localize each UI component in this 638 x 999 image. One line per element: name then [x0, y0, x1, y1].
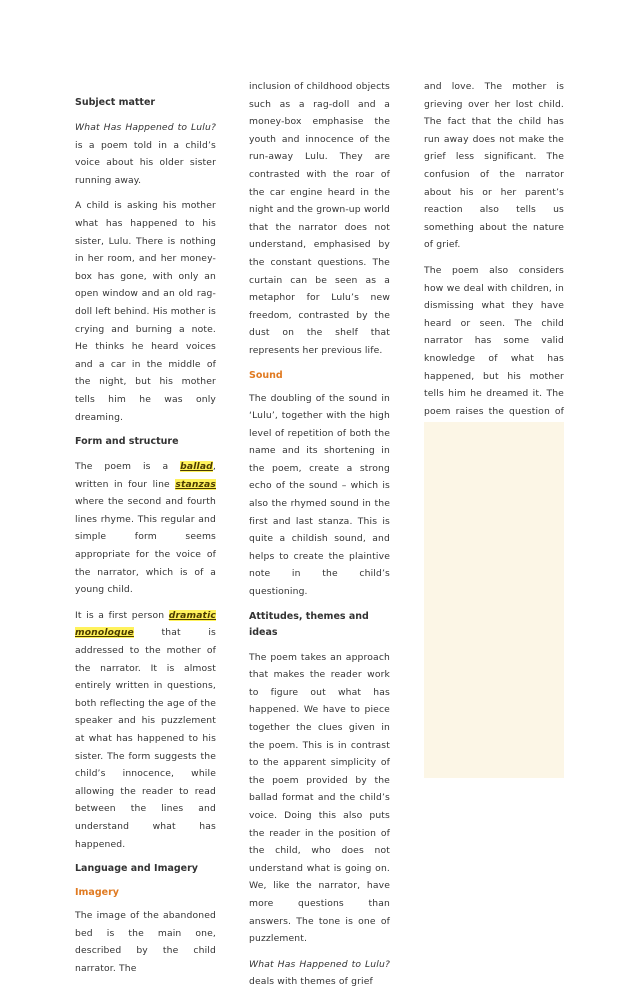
paragraph: [75, 119, 216, 189]
text: It is a first person: [75, 609, 169, 621]
paragraph: A child is asking his mother what has happened to his sister, Lulu. There is nothing in her room, and her money-box has gone, with only an open window and an old rag-doll left behind. His mother is crying and burning a note. He thinks he heard voices and a car in the middle of the night, but his mother tells him he was only dreaming.: [75, 200, 216, 423]
paragraph: [75, 607, 216, 853]
paragraph: The poem takes an approach that makes the reader work to figure out what has happened. We have to piece together the clues given in the poem. This is in contrast to the apparent simplicity of the poem provided by the ballad format and the child’s voice. Doing this also puts the reader in the position of the child, who does not understand what is going on. We, like the narrator, have more questions than answers. The tone is one of puzzlement.: [249, 651, 390, 945]
heading-subject-matter: Subject matter: [75, 97, 156, 108]
paragraph: and love. The mother is grieving over her lost child. The fact that the child has run away does not make the grief less significant. The confusion of the narrator about his or her parent’s reaction also tells us something about the nature of grief.: [424, 81, 564, 251]
text: is a poem told in a child’s voice about his older sister running away.: [75, 139, 216, 186]
text: The poem is a: [75, 461, 181, 473]
spacer: [75, 79, 216, 89]
heading-form-structure: Form and structure: [75, 436, 179, 448]
text: that is addressed to the mother of the narrator. It is almost entirely written in questions, both reflecting the age of the speaker and his puzzlement at what has happened to his sister. The form suggests the child’s innocence, while allowing the reader to read between the lines and understand what has happened.: [75, 627, 216, 850]
text: deals with themes of grief: [249, 976, 373, 988]
paragraph: [75, 458, 216, 599]
poem-title: What Has Happened to Lulu?: [249, 958, 390, 970]
glossary-link-dramatic-monologue[interactable]: dramatic monologue: [75, 609, 216, 639]
heading-language-imagery: Language and Imagery: [75, 863, 198, 875]
text: , written in four line: [75, 461, 216, 490]
column-left: [75, 79, 216, 986]
column-right: [424, 78, 564, 551]
poem-title: What Has Happened to Lulu?: [75, 122, 216, 133]
column-middle: [249, 78, 390, 999]
paragraph: The image of the abandoned bed is the main one, described by the child narrator. The: [75, 910, 216, 974]
paragraph: The poem also considers how we deal with children, in dismissing what they have heard or seen. The child narrator has some valid knowledge of what has happened, but his mother tells him he dreamed it. The poem raises the question of: [424, 264, 564, 417]
heading-imagery: Imagery: [75, 887, 119, 899]
glossary-link-stanzas[interactable]: stanzas: [175, 478, 216, 490]
sidebar-panel: [424, 422, 564, 778]
paragraph: [249, 956, 390, 991]
heading-sound: Sound: [249, 369, 283, 381]
paragraph: inclusion of childhood objects such as a rag-doll and a money-box emphasise the youth and innocence of the run-away Lulu. They are contrasted with the roar of the car engine heard in the night and the grown-up world that the narrator does not understand, emphasised by the constant questions. The curtain can be seen as a metaphor for Lulu’s new freedom, contrasted by the dust on the shelf that represents her previous life.: [249, 81, 390, 356]
glossary-link-ballad[interactable]: ballad: [180, 461, 213, 473]
heading-attitudes-themes: Attitudes, themes and ideas: [249, 610, 369, 638]
text: where the second and fourth lines rhyme. This regular and simple form seems appropriate for the voice of the narrator, which is of a young child.: [75, 496, 216, 596]
paragraph: The doubling of the sound in ‘Lulu’, together with the high level of repetition of both the name and its shortening in the poem, create a strong echo of the sound – which is also the rhymed sound in the first and last stanza. This is quite a childish sound, and helps to create the plaintive note in the child’s questioning.: [249, 392, 390, 598]
